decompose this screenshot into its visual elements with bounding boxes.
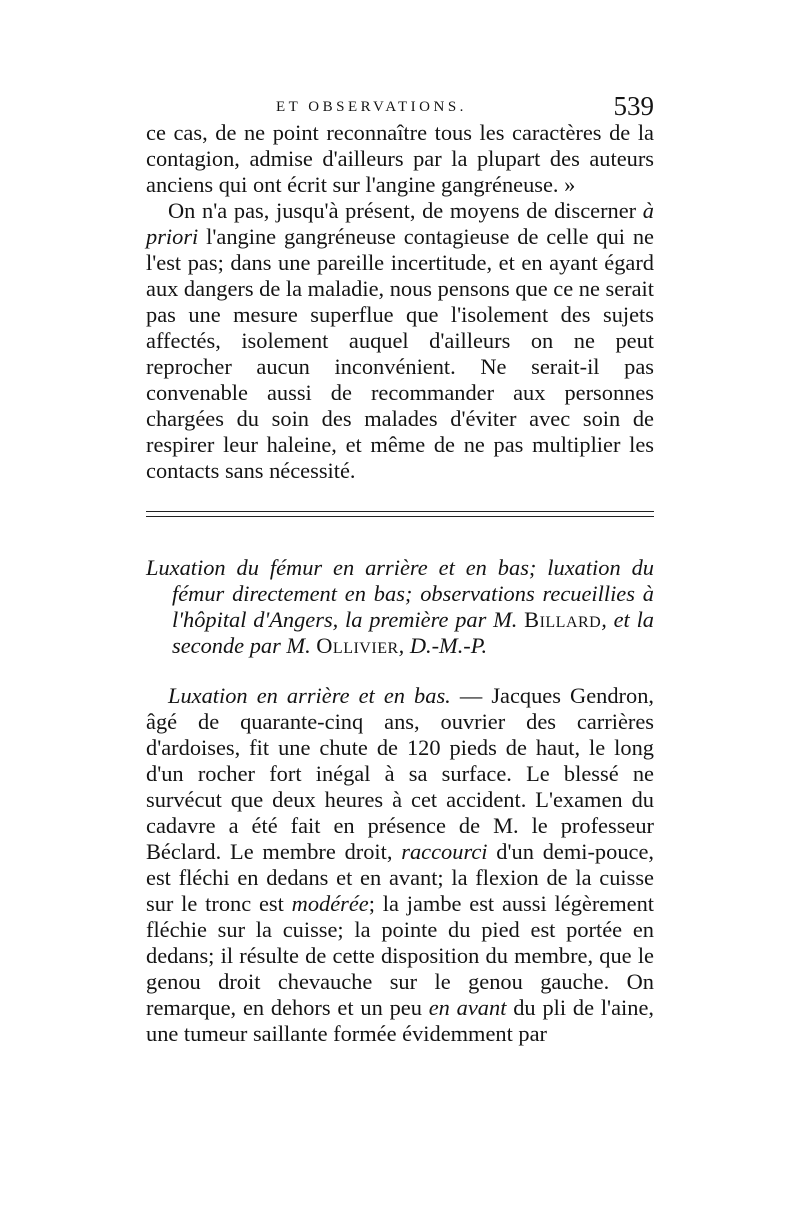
case-heading: Luxation en arrière et en bas. — [168, 683, 451, 708]
article-title-part-3: , D.-M.-P. — [398, 633, 488, 658]
body-text-top — [146, 120, 654, 484]
italic-raccourci: raccourci — [401, 839, 488, 864]
case-text-part-1: — Jacques Gendron, âgé de quarante-cinq ans, ouvrier des carrières d'ardoises, fit une chute de 120 pieds de haut, le long d'un rocher fort inégal à sa surface. Le blessé ne survécut que deux heures à cet accident. L'examen du cadavre a été fait en présence de M. le professeur Béclard. Le membre droit, — [146, 683, 654, 864]
italic-moderee: modérée — [291, 891, 369, 916]
paragraph-contagion: ce cas, de ne point reconnaître tous les caractères de la contagion, admise d'ailleurs par la plupart des auteurs anciens qui ont écrit sur l'angine gangréneuse. » — [146, 120, 654, 197]
italic-a-priori: à priori — [146, 198, 654, 249]
section-rule-bottom — [146, 516, 654, 517]
author-ollivier: Ollivier — [316, 633, 399, 658]
running-head: ET OBSERVATIONS. — [276, 99, 467, 115]
case-text-part-4: du pli de l'aine, une tumeur saillante formée évidemment par — [146, 995, 654, 1046]
italic-en-avant: en avant — [428, 995, 507, 1020]
article-title — [146, 555, 654, 659]
paragraph-isolation — [146, 198, 654, 484]
paragraph-luxation-case — [146, 683, 654, 1047]
page-number: 539 — [613, 91, 654, 121]
paragraph-isolation-part-1: On n'a pas, jusqu'à présent, de moyens de discerner — [168, 198, 643, 223]
article-title-part-2: , et la seconde par M. — [172, 607, 654, 658]
author-billard: Billard — [524, 607, 602, 632]
page-header — [146, 93, 654, 123]
article-title-part-1: Luxation du fémur en arrière et en bas; luxation du fémur directement en bas; observations recueillies à l'hôpital d'Angers, la première par M. — [146, 555, 654, 632]
body-text-bottom — [146, 683, 654, 1047]
case-text-part-3: ; la jambe est aussi légèrement fléchie sur la cuisse; la pointe du pied est portée en dedans; il résulte de cette disposition du membre, que le genou droit chevauche sur le genou gauche. On remarque, en dehors et un peu — [146, 891, 655, 1020]
paragraph-isolation-part-2: l'angine gangréneuse contagieuse de celle qui ne l'est pas; dans une pareille incertitude, et en ayant égard aux dangers de la maladie, nous pensons que ce ne serait pas une mesure superflue que l'isolement des sujets affectés, isolement auquel d'ailleurs on ne peut reprocher aucun inconvénient. Ne serait-il pas convenable aussi de recommander aux personnes chargées du soin des malades d'éviter avec soin de respirer leur haleine, et même de ne pas multiplier les contacts sans nécessité. — [146, 224, 654, 483]
case-text-part-2: d'un demi-pouce, est fléchi en dedans et en avant; la flexion de la cuisse sur le tronc est — [146, 839, 654, 916]
section-rule-top — [146, 511, 654, 512]
